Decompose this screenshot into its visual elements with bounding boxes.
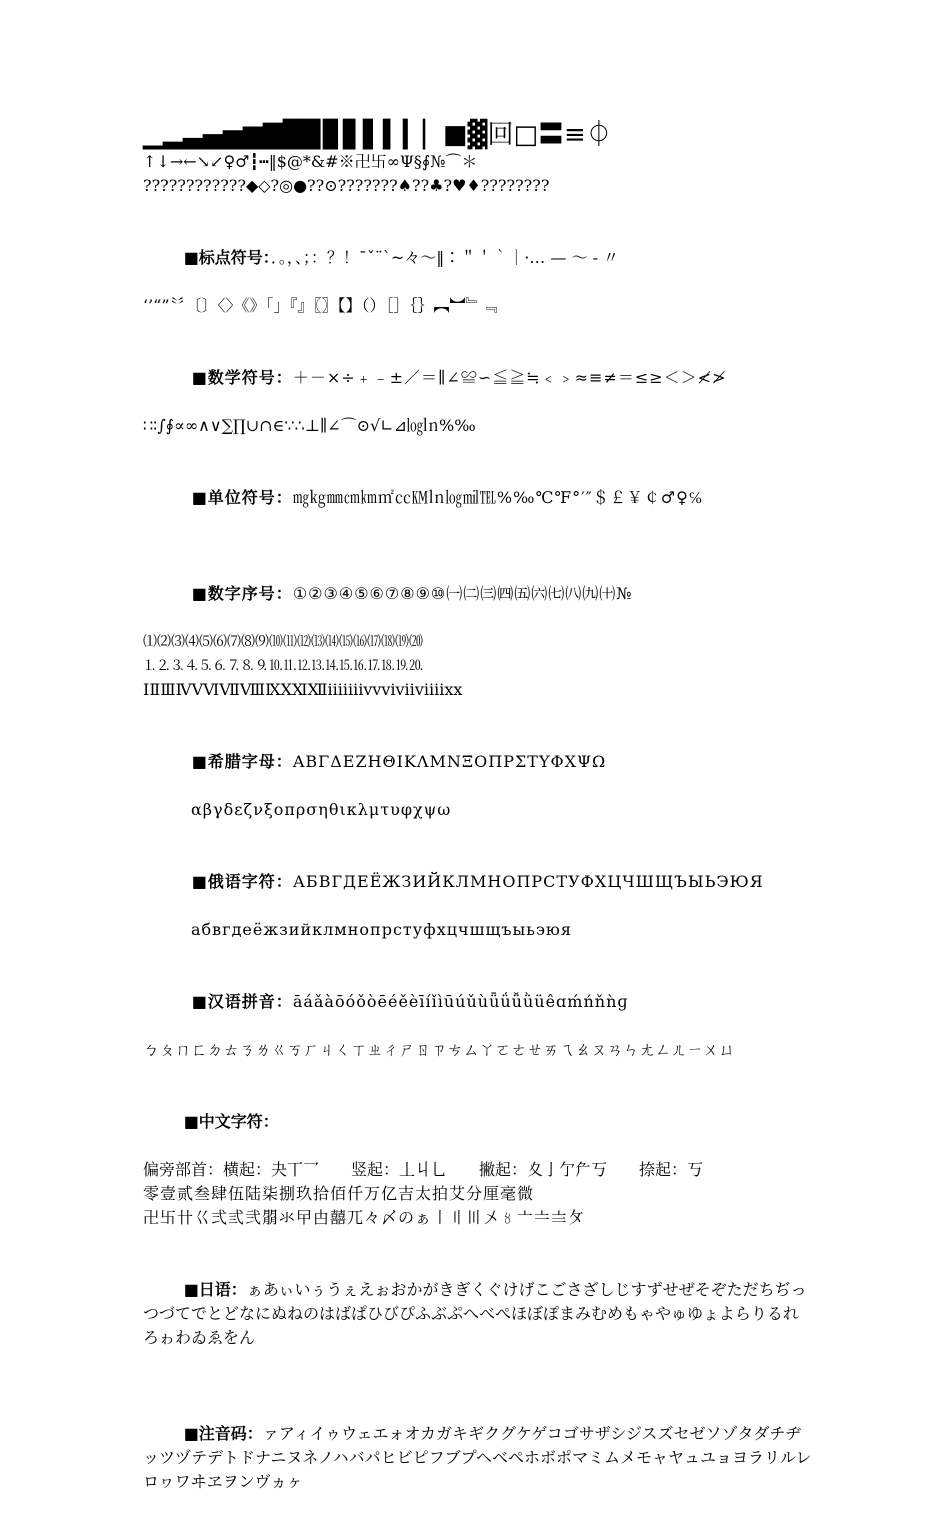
numbers-line-3: ⒈⒉⒊⒋⒌⒍⒎⒏⒐⒑⒒⒓⒔⒕⒖⒗⒘⒙⒚⒛ <box>143 658 423 674</box>
russian-upper: АБВГДЕЁЖЗИЙКЛМНОПРСТУФХЦЧШЩЪЫЬЭЮЯ <box>292 872 764 891</box>
numbers-line-1: ①②③④⑤⑥⑦⑧⑨⑩㈠㈡㈢㈣㈤㈥㈦㈧㈨㈩№ <box>292 584 633 603</box>
japanese-section <box>143 1254 813 1374</box>
pinyin-heading: ■汉语拼音： <box>191 992 293 1011</box>
zhuyin-section <box>143 1398 813 1518</box>
chinese-heading: ■中文字符： <box>183 1112 279 1131</box>
math-heading: ■数学符号： <box>191 368 293 387</box>
math-section <box>143 342 813 438</box>
japanese-line-1: ぁあぃいぅうぇえぉおかがきぎくぐけげこごさざしじすずせぜそぞただちぢっつづてでとどなにぬねのはばぱひびぴふぶぷへべぺほぼぽまみむめもゃやゅゆょよらりるれろゎわゐゑをん <box>143 1280 807 1347</box>
punctuation-heading: ■标点符号： <box>183 248 271 267</box>
punctuation-line-1: ．。，、；：？！ˉˇ¨`~々～‖∶＂＇｀｜·… — ～ - 〃 <box>270 248 620 267</box>
numbers-line-2: ⑴⑵⑶⑷⑸⑹⑺⑻⑼⑽⑾⑿⒀⒁⒂⒃⒄⒅⒆⒇ <box>143 634 423 650</box>
units-line-1: ㎎㎏㎜㎝㎞㎡㏄㏎㏑㏒㏕℡%‰℃℉°′″＄￡￥￠♂♀℅ <box>292 488 704 507</box>
numbers-heading: ■数字序号： <box>191 584 293 603</box>
pinyin-section <box>143 966 813 1062</box>
russian-heading: ■俄语字符： <box>191 872 293 891</box>
arrow-symbols-line: ↑↓→←↘↙♀♂┇┅‖$@*&#※卍卐∞Ψ§∮№⌒＊ <box>143 152 478 171</box>
russian-lower: абвгдеёжзийклмнопрстуфхцчшщъыьэюя <box>191 920 572 939</box>
russian-section <box>143 846 813 942</box>
numbers-section <box>143 558 813 702</box>
chinese-line-3: 卍卐卄巜弍弎弐朤氺曱甴囍兀々〆のぁ〡〢〣〤〥〦〧〨〩 <box>143 1208 585 1227</box>
numbers-line-4: ⅠⅡⅢⅣⅤⅥⅦⅧⅨⅩⅪⅫⅰⅱⅲⅳⅴⅵⅶⅷⅸⅹ <box>143 680 463 699</box>
chinese-line-2: 零壹贰叁肆伍陆柒捌玖拾佰仟万亿吉太拍艾分厘毫微 <box>143 1184 535 1203</box>
symbol-list <box>143 120 813 1518</box>
math-line-2: ∷∶∫∮∝∞∧∨∑∏∪∩∈∵∴⊥∥∠⌒⊙√∟⊿㏒㏑%‰ <box>143 416 476 435</box>
units-heading: ■单位符号： <box>191 488 293 507</box>
greek-lower: αβγδεζνξοπρσηθικλμτυφχψω <box>191 800 452 819</box>
punctuation-line-2: ‘’“”〝〞〔〕〈〉《》「」『』〖〗【】（）［］｛｝︻︼﹄﹃ <box>143 296 498 315</box>
zhuyin-heading: ■注音码： <box>183 1424 263 1443</box>
math-line-1: ＋－×÷﹢﹣±／＝∥∠≌∽≦≧≒﹤﹥≈≡≠＝≤≥＜＞≮≯ <box>292 368 727 387</box>
zhuyin-line-1: ァアィイゥウェエォオカガキギクグケゲコゴサザシジスズセゼソゾタダチヂッツヅテデトドナニヌネノハバパヒビピフブプヘベペホボポマミムメモャヤュユョヨラリルレロヮワヰヱヲンヴヵヶ <box>143 1424 812 1491</box>
japanese-heading: ■日语： <box>183 1280 247 1299</box>
pinyin-line-1: āáǎàōóǒòēéěèīíǐìūúǔùǖǘǚǜüêɑḿńňǹɡ <box>292 992 629 1011</box>
units-section <box>143 462 813 534</box>
punctuation-section <box>143 222 813 318</box>
misc-symbols-line: ????????????◆◇?◎●??⊙???????♠??♣?♥♦???????? <box>143 176 550 195</box>
greek-upper: ΑΒΓΔΕΖΗΘΙΚΛΜΝΞΟΠΡΣΤΥΦΧΨΩ <box>292 752 607 771</box>
greek-heading: ■希腊字母： <box>191 752 293 771</box>
block-symbols-line: ▁▂▃▄▅▆▇█▉▊▋▌▍▎▏■▓回□〓≡⏀ <box>143 120 612 150</box>
chinese-section <box>143 1086 813 1230</box>
chinese-line-1: 偏旁部首：横起：夬丅乛 竖起：丄丩乚 撇起：夊亅亇厃丂 捺起：丂 <box>143 1160 704 1179</box>
pinyin-line-2: ㄅㄆㄇㄈㄉㄊㄋㄌㄍㄎㄏㄐㄑㄒㄓㄔㄕㄖㄗㄘㄙㄚㄛㄜㄝㄞㄟㄠㄡㄢㄣㄤㄥㄦㄧㄨㄩ <box>143 1040 736 1059</box>
greek-section <box>143 726 813 822</box>
